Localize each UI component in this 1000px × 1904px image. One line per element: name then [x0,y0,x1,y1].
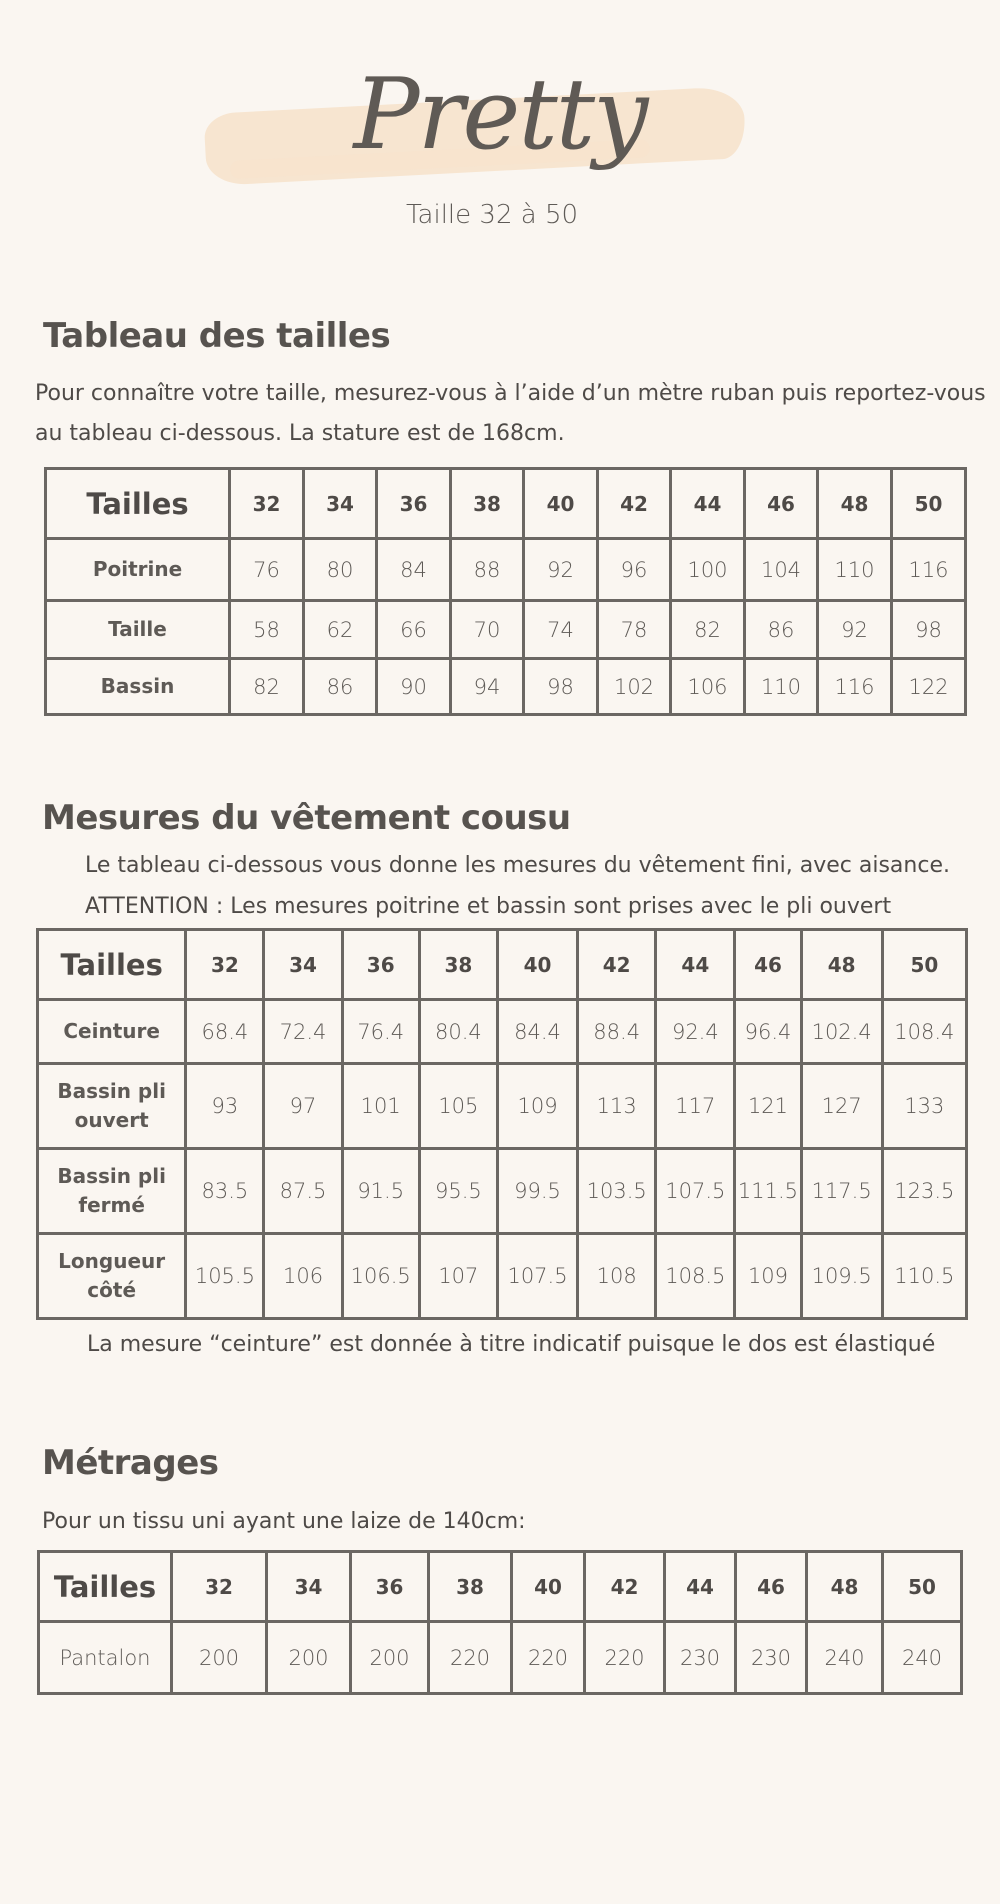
table-cell: 83.5 [186,1149,264,1234]
table-cell: 94 [451,659,524,715]
yardage-intro: Pour un tissu uni ayant une laize de 140cm: [42,1509,526,1534]
table-row [46,539,966,601]
size-header: 40 [497,930,577,1000]
header-row [46,469,966,539]
table-cell: 91.5 [342,1149,419,1234]
table-cell: 86 [745,601,818,659]
table-row [39,1622,962,1694]
table-cell: 84.4 [497,1000,577,1064]
table-cell: 101 [342,1064,419,1149]
header-row [39,1552,962,1622]
row-label [38,1149,186,1234]
table-cell: 78 [598,601,671,659]
row-label [38,1000,186,1064]
row-label-line2: côté [87,1278,137,1302]
table-cell: 240 [883,1622,962,1694]
table-cell: 76.4 [342,1000,419,1064]
table-cell: 100 [671,539,745,601]
table-cell: 88.4 [578,1000,656,1064]
table-cell: 92.4 [656,1000,735,1064]
size-header: 42 [598,469,671,539]
size-header: 44 [656,930,735,1000]
size-header: 48 [801,930,882,1000]
table-cell: 72.4 [264,1000,342,1064]
table-cell: 98 [524,659,598,715]
row-label: Poitrine [46,539,230,601]
table-cell: 93 [186,1064,264,1149]
size-header: 32 [172,1552,267,1622]
table-cell: 80 [304,539,377,601]
table-cell: 108.5 [656,1234,735,1319]
table-cell: 127 [801,1064,882,1149]
row-label-line1: Bassin pli [57,1079,166,1103]
table-cell: 111.5 [735,1149,801,1234]
size-header: 38 [451,469,524,539]
size-chart-intro-line2: au tableau ci-dessous. La stature est de 168cm. [35,421,565,446]
table-cell: 87.5 [264,1149,342,1234]
table-cell: 230 [665,1622,736,1694]
size-header: 50 [883,1552,962,1622]
garment-measures-table [36,928,968,1320]
table-cell: 200 [172,1622,267,1694]
header [0,0,1000,260]
row-label-line2: ouvert [74,1108,149,1132]
table-cell: 106.5 [342,1234,419,1319]
table-cell: 106 [671,659,745,715]
size-header: 42 [585,1552,665,1622]
table-cell: 90 [377,659,451,715]
table-row [38,1000,967,1064]
logo-title: Pretty [353,58,647,172]
row-label: Bassin [46,659,230,715]
table-cell: 66 [377,601,451,659]
size-header: 48 [807,1552,883,1622]
table-cell: 200 [351,1622,429,1694]
table-cell: 107.5 [497,1234,577,1319]
table-cell: 76 [230,539,304,601]
sizes-corner-header: Tailles [39,1552,172,1622]
row-label-line1: Bassin pli [57,1164,166,1188]
table-cell: 102 [598,659,671,715]
header-row [38,930,967,1000]
table-cell: 109.5 [801,1234,882,1319]
table-cell: 220 [429,1622,512,1694]
table-cell: 110 [745,659,818,715]
table-cell: 74 [524,601,598,659]
size-header: 38 [429,1552,512,1622]
yardage-table [37,1550,963,1695]
size-header: 50 [882,930,966,1000]
row-label [38,1064,186,1149]
table-cell: 105.5 [186,1234,264,1319]
garment-note: La mesure “ceinture” est donnée à titre indicatif puisque le dos est élastiqué [87,1332,936,1357]
size-header: 32 [186,930,264,1000]
size-header: 44 [665,1552,736,1622]
row-label: Taille [46,601,230,659]
table-cell: 123.5 [882,1149,966,1234]
size-header: 34 [304,469,377,539]
row-label: Pantalon [39,1622,172,1694]
sizes-corner-header: Tailles [38,930,186,1000]
table-cell: 108.4 [882,1000,966,1064]
table-cell: 102.4 [801,1000,882,1064]
table-cell: 68.4 [186,1000,264,1064]
size-chart-intro-line1: Pour connaître votre taille, mesurez-vous à l’aide d’un mètre ruban puis reportez-vous [35,381,986,406]
row-label-line1: Ceinture [63,1019,160,1043]
table-cell: 96 [598,539,671,601]
table-cell: 58 [230,601,304,659]
table-cell: 99.5 [497,1149,577,1234]
table-cell: 110 [818,539,892,601]
table-cell: 98 [892,601,966,659]
table-cell: 108 [578,1234,656,1319]
row-label [38,1234,186,1319]
table-row [46,659,966,715]
table-cell: 106 [264,1234,342,1319]
table-cell: 95.5 [419,1149,497,1234]
table-cell: 88 [451,539,524,601]
table-cell: 220 [585,1622,665,1694]
garment-measures-title: Mesures du vêtement cousu [42,798,571,838]
table-cell: 82 [671,601,745,659]
table-cell: 117 [656,1064,735,1149]
table-cell: 230 [736,1622,807,1694]
table-cell: 121 [735,1064,801,1149]
table-cell: 107 [419,1234,497,1319]
table-cell: 62 [304,601,377,659]
table-cell: 84 [377,539,451,601]
table-cell: 92 [818,601,892,659]
size-header: 50 [892,469,966,539]
table-cell: 103.5 [578,1149,656,1234]
size-header: 36 [351,1552,429,1622]
garment-intro-line2: ATTENTION : Les mesures poitrine et bassin sont prises avec le pli ouvert [85,894,892,919]
table-cell: 80.4 [419,1000,497,1064]
table-cell: 117.5 [801,1149,882,1234]
size-header: 34 [267,1552,351,1622]
size-chart-title: Tableau des tailles [43,316,391,356]
row-label-line2: fermé [78,1193,145,1217]
table-cell: 70 [451,601,524,659]
sizes-corner-header: Tailles [46,469,230,539]
size-header: 34 [264,930,342,1000]
table-cell: 113 [578,1064,656,1149]
garment-intro-line1: Le tableau ci-dessous vous donne les mesures du vêtement fini, avec aisance. [85,853,950,878]
table-cell: 240 [807,1622,883,1694]
table-cell: 109 [497,1064,577,1149]
table-row [38,1064,967,1149]
table-cell: 110.5 [882,1234,966,1319]
size-header: 40 [524,469,598,539]
table-cell: 104 [745,539,818,601]
size-header: 46 [736,1552,807,1622]
table-cell: 96.4 [735,1000,801,1064]
table-cell: 133 [882,1064,966,1149]
table-cell: 92 [524,539,598,601]
size-header: 36 [342,930,419,1000]
table-row [46,601,966,659]
table-cell: 116 [892,539,966,601]
row-label-line1: Longueur [58,1249,166,1273]
table-cell: 220 [512,1622,585,1694]
yardage-title: Métrages [42,1443,219,1483]
table-cell: 122 [892,659,966,715]
table-cell: 105 [419,1064,497,1149]
size-header: 38 [419,930,497,1000]
table-cell: 116 [818,659,892,715]
table-cell: 107.5 [656,1149,735,1234]
table-cell: 200 [267,1622,351,1694]
table-row [38,1234,967,1319]
size-range-subtitle: Taille 32 à 50 [405,200,579,230]
size-header: 42 [578,930,656,1000]
size-header: 44 [671,469,745,539]
size-header: 36 [377,469,451,539]
size-chart-table [44,467,967,716]
table-cell: 82 [230,659,304,715]
size-header: 48 [818,469,892,539]
table-cell: 109 [735,1234,801,1319]
size-header: 40 [512,1552,585,1622]
size-header: 32 [230,469,304,539]
table-cell: 97 [264,1064,342,1149]
table-row [38,1149,967,1234]
table-cell: 86 [304,659,377,715]
size-header: 46 [735,930,801,1000]
size-header: 46 [745,469,818,539]
